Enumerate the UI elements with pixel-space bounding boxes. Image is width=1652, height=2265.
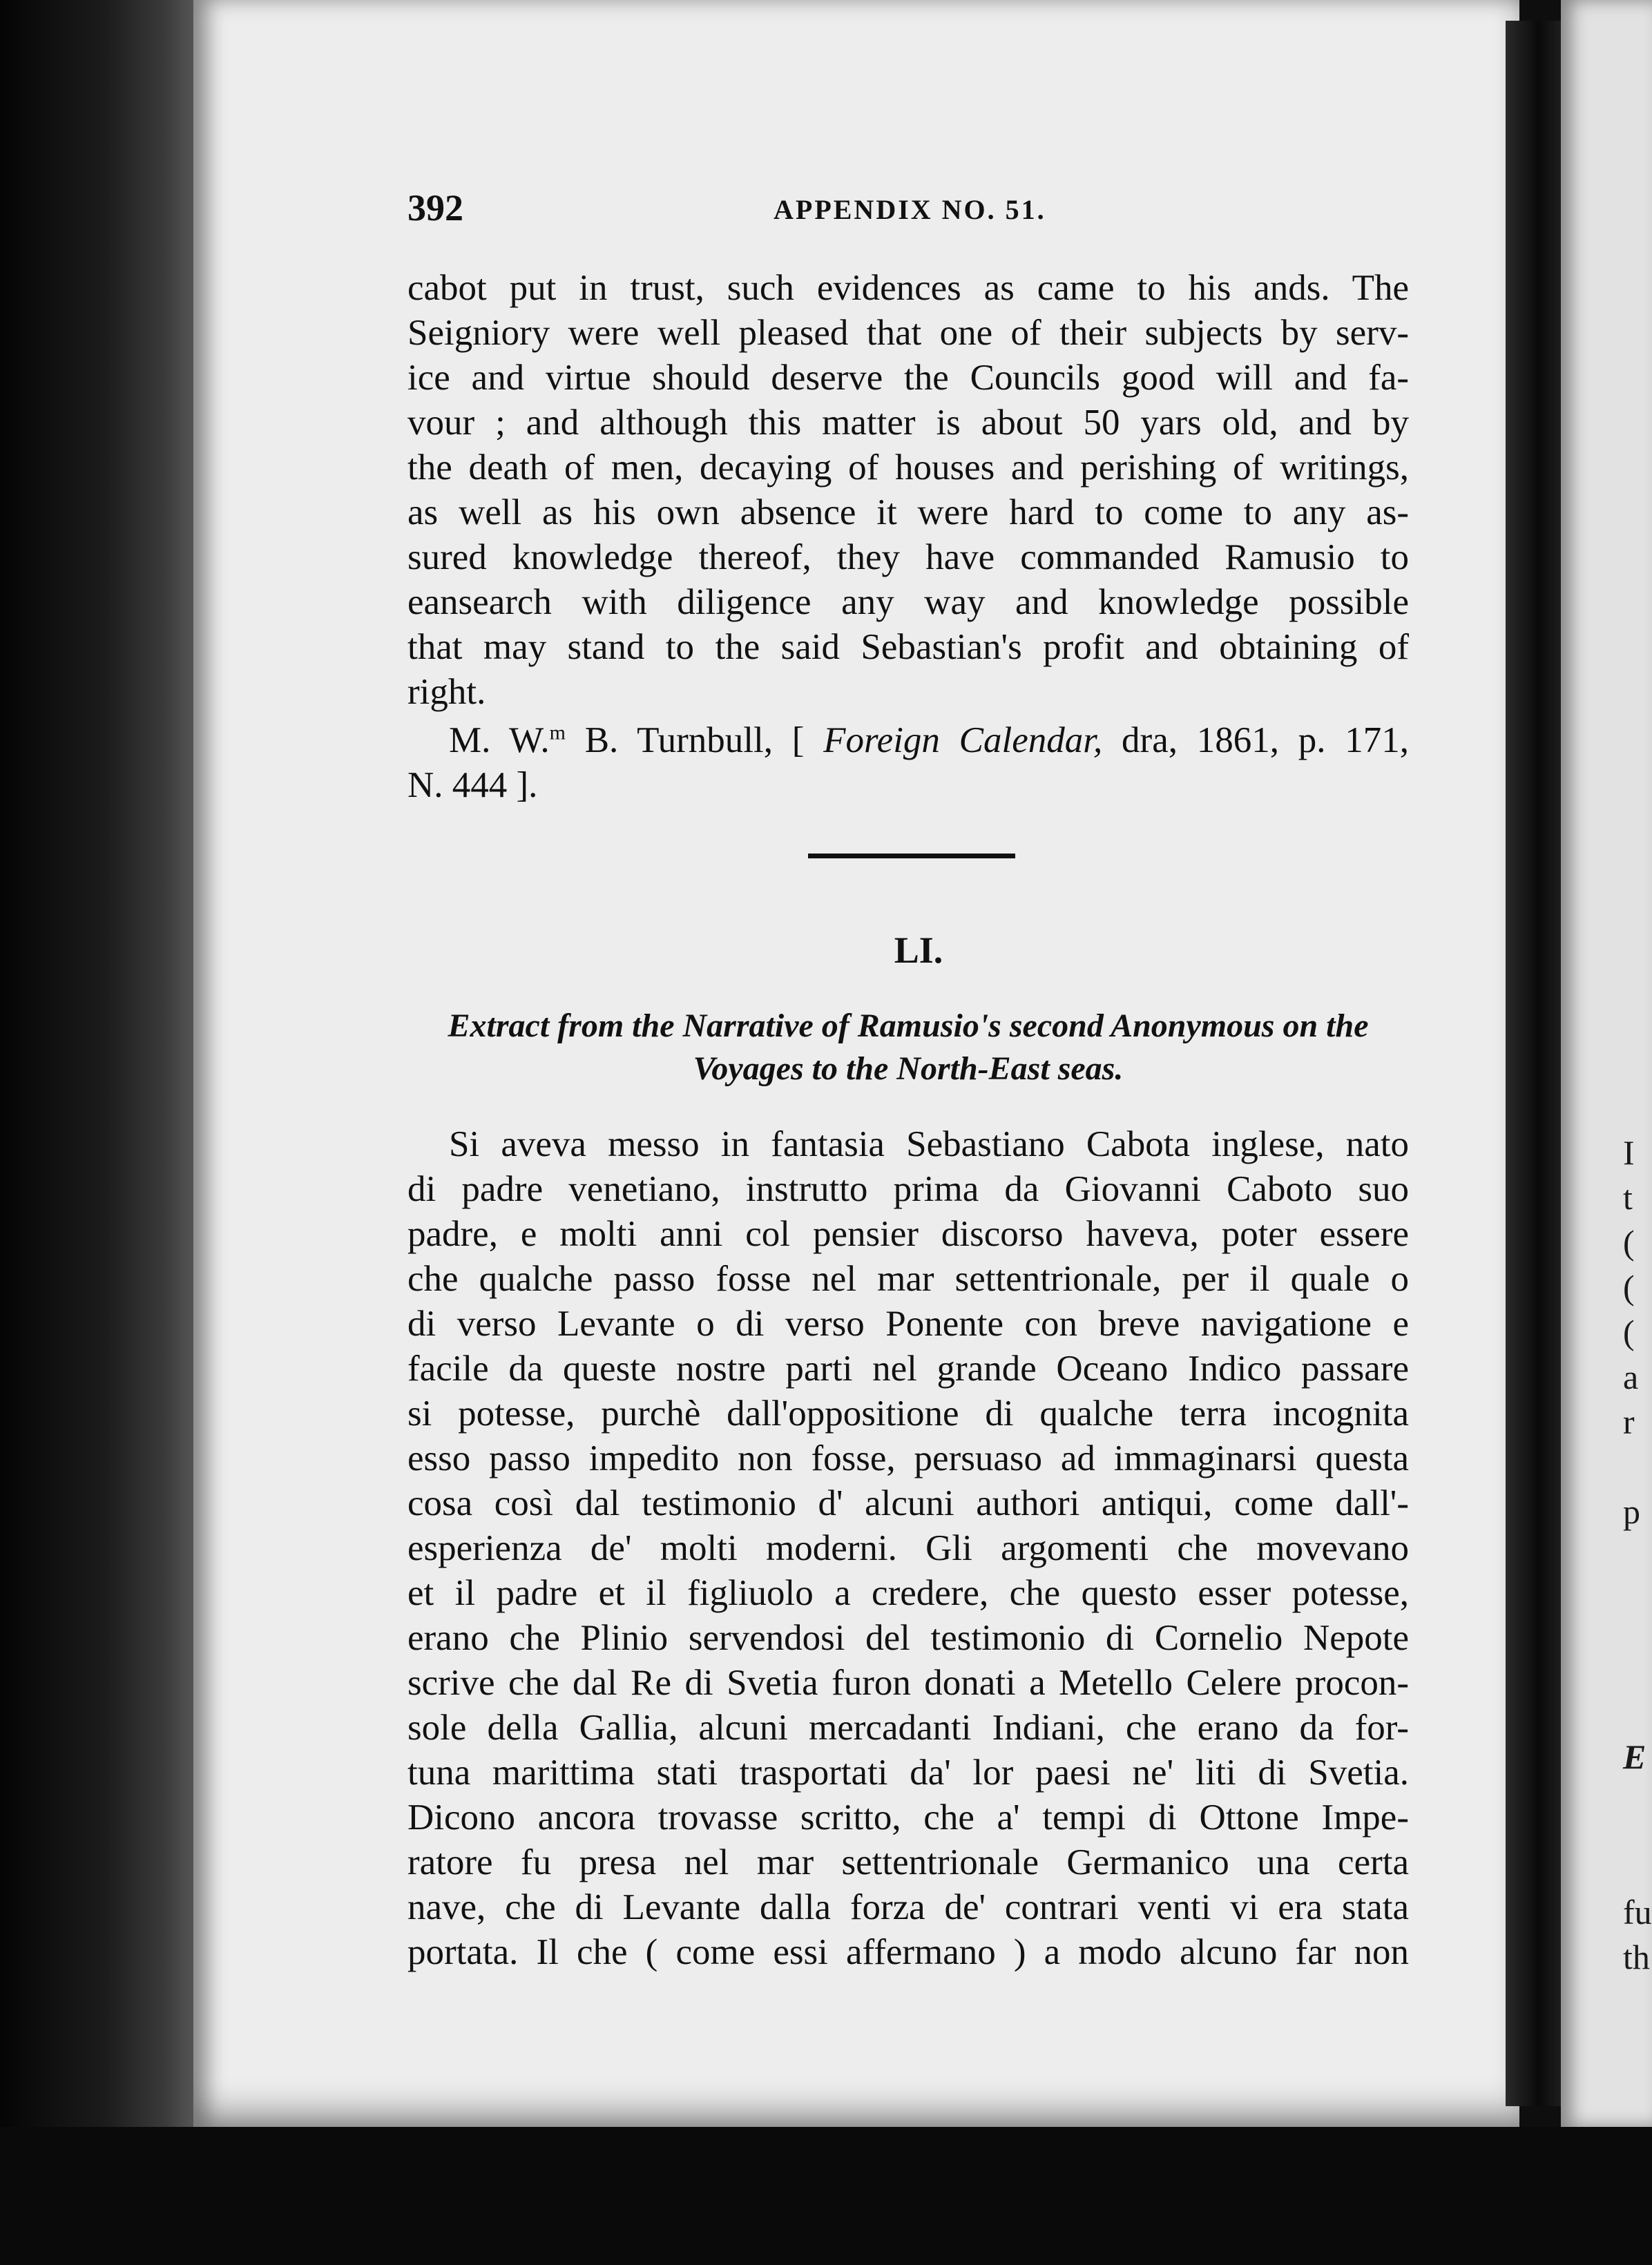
citation (407, 718, 1409, 808)
section-title-line: Extract from the Narrative of Ramusio's second Anonymous on the (448, 1008, 1369, 1044)
text-line: tuna marittima stati trasportati da' lor paesi ne' liti di Svetia. (407, 1753, 1409, 1793)
adjacent-page-fragment: t (1623, 1178, 1633, 1217)
scan-left-margin (0, 0, 193, 2265)
text-line: as well as his own absence it were hard to come to any as- (407, 492, 1409, 532)
adjacent-page-edge (1561, 0, 1652, 2127)
text-line: that may stand to the said Sebastian's profit and obtaining of (407, 627, 1409, 667)
adjacent-page-fragment: I (1623, 1133, 1635, 1172)
text-line: ice and virtue should deserve the Councils good will and fa- (407, 358, 1409, 398)
citation-superscript: m (549, 721, 566, 744)
text-line: cosa così dal testimonio d' alcuni authori antiqui, come dall'- (407, 1483, 1409, 1523)
citation-name: B. Turnbull, [ (565, 720, 824, 760)
scan-bottom-margin (0, 2127, 1652, 2265)
book-gutter (1506, 21, 1561, 2106)
text-line: Dicono ancora trovasse scritto, che a' tempi di Ottone Impe- (407, 1797, 1409, 1838)
page-number: 392 (407, 187, 463, 229)
text-line: et il padre et il figliuolo a credere, che questo esser potesse, (407, 1573, 1409, 1613)
text-line: Si aveva messo in fantasia Sebastiano Cabota inglese, nato (449, 1124, 1409, 1164)
text-line: the death of men, decaying of houses and perishing of writings, (407, 447, 1409, 488)
text-line: cabot put in trust, such evidences as came to his ands. The (407, 268, 1409, 308)
text-line: si potesse, purchè dall'oppositione di qualche terra incognita (407, 1394, 1409, 1434)
continuation-paragraph (407, 266, 1409, 715)
section-title (407, 1005, 1409, 1090)
text-line: scrive che dal Re di Svetia furon donati a Metello Celere procon- (407, 1663, 1409, 1703)
text-line: padre, e molti anni col pensier discorso haveva, poter essere (407, 1214, 1409, 1254)
citation-line (407, 718, 1409, 763)
text-line: sole della Gallia, alcuni mercadanti Indiani, che erano da for- (407, 1708, 1409, 1748)
running-head: APPENDIX NO. 51. (774, 194, 1046, 225)
adjacent-page-fragment: fu (1623, 1893, 1652, 1931)
text-line: nave, che di Levante dalla forza de' contrari venti vi era stata (407, 1887, 1409, 1927)
text-line: di verso Levante o di verso Ponente con breve navigatione e (407, 1304, 1409, 1344)
citation-line: N. 444 ]. (407, 765, 538, 805)
adjacent-page-fragment: ( (1623, 1268, 1635, 1307)
body-paragraph (407, 1122, 1409, 1975)
text-line: di padre venetiano, instrutto prima da Giovanni Caboto suo (407, 1169, 1409, 1209)
text-line: Seigniory were well pleased that one of their subjects by serv- (407, 313, 1409, 353)
text-line: ratore fu presa nel mar settentrionale Germanico una certa (407, 1842, 1409, 1882)
text-line: portata. Il che ( come essi affermano ) a modo alcuno far non (407, 1932, 1409, 1972)
adjacent-page-fragment: E (1623, 1737, 1646, 1776)
text-line: che qualche passo fosse nel mar settentrionale, per il quale o (407, 1259, 1409, 1299)
section-title-line: Voyages to the North-East seas. (693, 1050, 1124, 1087)
adjacent-page-fragment: th (1623, 1938, 1650, 1976)
section-number: LI. (894, 929, 943, 971)
text-line: vour ; and although this matter is about 50 yars old, and by (407, 403, 1409, 443)
page-header (407, 186, 1409, 242)
adjacent-page-fragment: p (1623, 1492, 1640, 1531)
section-divider (808, 854, 1015, 858)
adjacent-page-fragment: r (1623, 1403, 1635, 1441)
text-line: esso passo impedito non fosse, persuaso ad immaginarsi questa (407, 1438, 1409, 1478)
citation-prefix: M. W. (449, 720, 550, 760)
adjacent-page-fragment: a (1623, 1358, 1639, 1396)
adjacent-page-fragment: ( (1623, 1223, 1635, 1262)
text-line: eansearch with diligence any way and knowledge possible (407, 582, 1409, 622)
adjacent-page-fragment: ( (1623, 1313, 1635, 1351)
text-line: erano che Plinio servendosi del testimonio di Cornelio Nepote (407, 1618, 1409, 1658)
text-line: sured knowledge thereof, they have commanded Ramusio to (407, 537, 1409, 577)
text-line: right. (407, 672, 486, 712)
citation-work: Foreign Calendar, (823, 720, 1103, 760)
text-line: facile da queste nostre parti nel grande Oceano Indico passare (407, 1349, 1409, 1389)
text-line: esperienza de' molti moderni. Gli argomenti che movevano (407, 1528, 1409, 1568)
citation-rest: dra, 1861, p. 171, (1102, 720, 1410, 760)
